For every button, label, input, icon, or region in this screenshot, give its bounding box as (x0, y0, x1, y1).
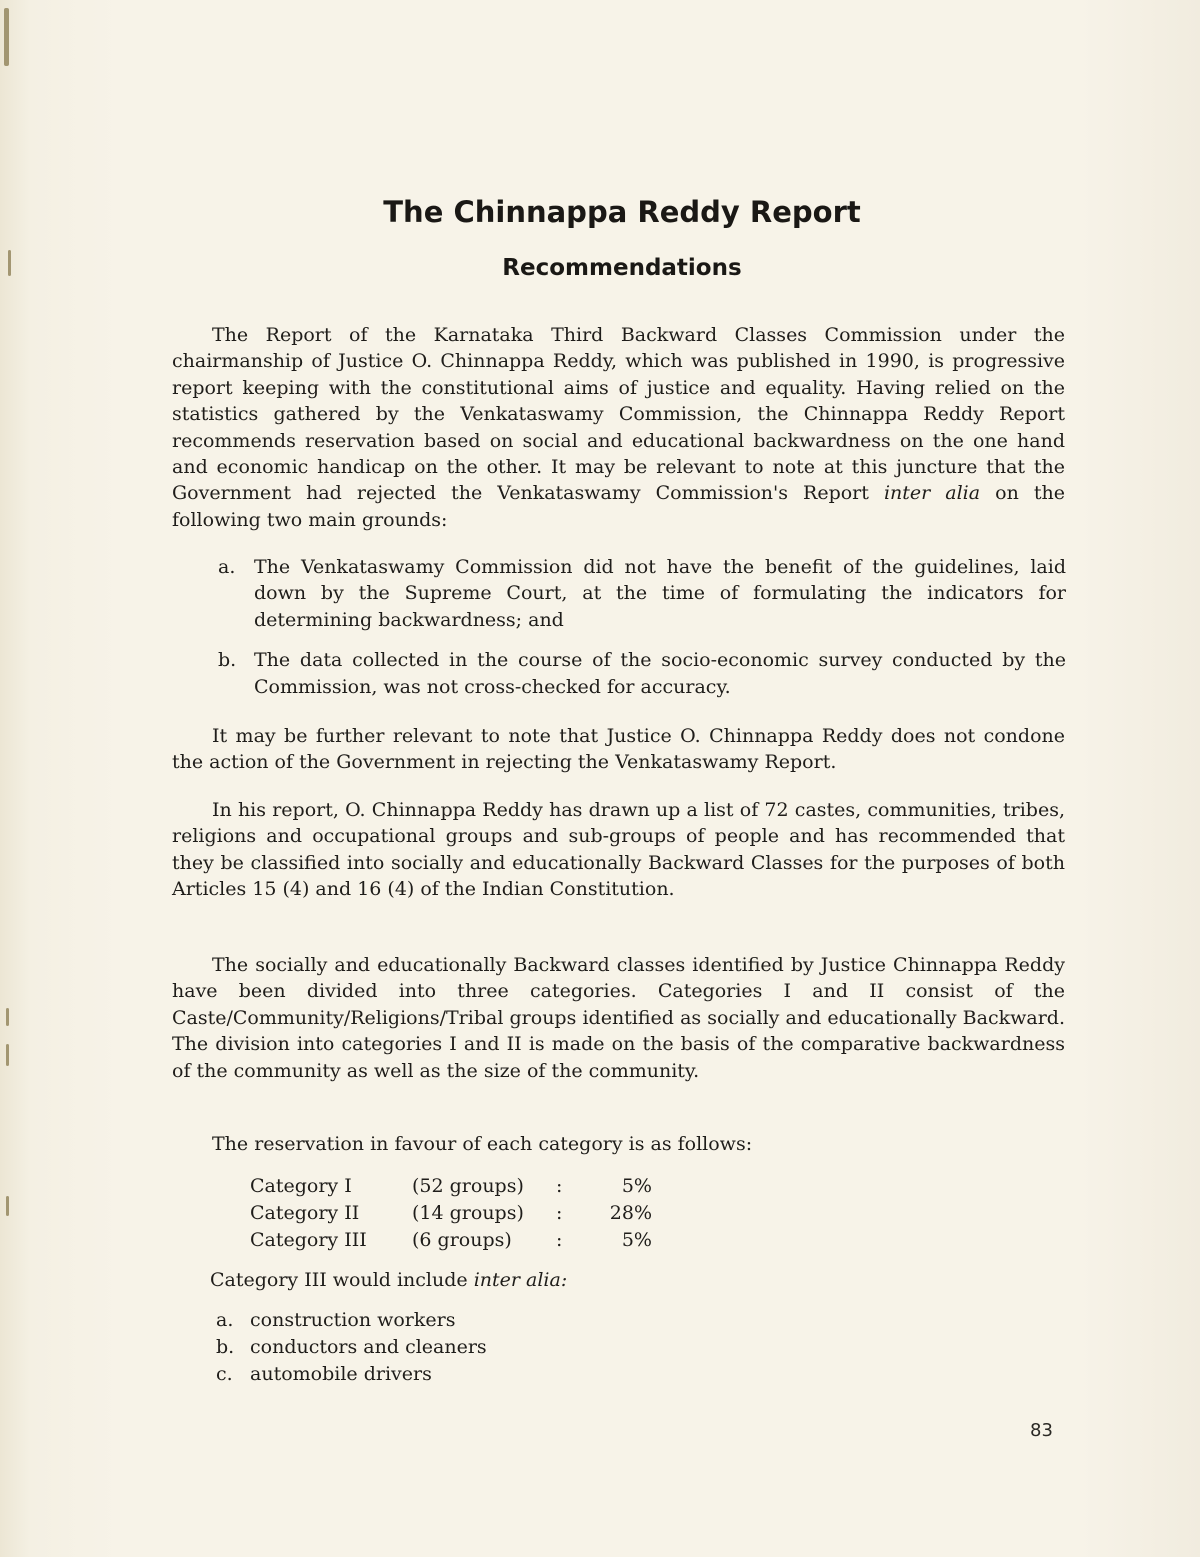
list-item-text: conductors and cleaners (250, 1336, 487, 1358)
intro-text: The Report of the Karnataka Third Backward Classes Commission under the chairmanship of Justice O. Chinnappa Reddy, which was published in 1990, is progressive report keeping with the constitutional aims of justice and equality. Having relied on the statistics gathered by the Venkataswamy Commission, the Chinnappa Reddy Report recommends reservation based on social and educational backwardness on the one hand and economic handicap on the other. It may be relevant to note at this juncture that the Government had rejected the Venkataswamy Commission's Report (172, 324, 1065, 505)
list-item-text: The data collected in the course of the socio-economic survey conducted by the Commission, was not cross-checked for accuracy. (254, 649, 1066, 698)
groups-cell: (6 groups) (412, 1229, 512, 1251)
paragraph-list-castes (172, 797, 1065, 903)
document-title: The Chinnappa Reddy Report (383, 195, 861, 230)
paragraph-reservation (172, 1131, 1065, 1157)
paragraph-category-three (210, 1267, 810, 1293)
table-row (250, 1227, 652, 1254)
category-three-italic: inter alia: (473, 1269, 568, 1291)
percent-cell: 28% (609, 1202, 652, 1224)
categories-text: The socially and educationally Backward classes identified by Justice Chinnappa Reddy have been divided into three categories. Categories I and II consist of the Caste/Community/Religions/Tribal groups identified as socially and educationally Backward. The division into categories I and II is made on the basis of the comparative backwardness of the community as well as the size of the community. (172, 954, 1065, 1082)
list-item-text: construction workers (250, 1309, 456, 1331)
list-marker: b. (218, 649, 237, 672)
reservation-table (250, 1173, 652, 1254)
binding-mark (4, 8, 9, 66)
list-marker: c. (216, 1363, 233, 1385)
intro-end: on the following two main grounds: (172, 482, 1066, 531)
binding-mark (6, 1196, 9, 1216)
list-item (216, 1307, 487, 1334)
reservation-intro: The reservation in favour of each category is as follows: (212, 1133, 753, 1155)
list-item (218, 647, 1066, 700)
percent-cell: 5% (621, 1229, 652, 1251)
groups-cell: (52 groups) (412, 1175, 524, 1197)
category-cell: Category II (250, 1202, 360, 1224)
groups-cell: (14 groups) (412, 1202, 524, 1224)
category-cell: Category III (250, 1229, 367, 1251)
list-marker: a. (218, 556, 236, 578)
list-item (216, 1361, 487, 1388)
castes-text: In his report, O. Chinnappa Reddy has drawn up a list of 72 castes, communities, tribes, religions and occupational groups and sub-groups of people and has recommended that they be classified into socially and educationally Backward Classes for the purposes of both Articles 15 (4) and 16 (4) of the Indian Constitution. (172, 799, 1065, 901)
paragraph-intro (172, 322, 1065, 533)
binding-mark (6, 1008, 9, 1026)
separator-cell: : (556, 1229, 563, 1251)
table-row (250, 1173, 652, 1200)
binding-mark (6, 1044, 9, 1066)
list-item (218, 554, 1066, 633)
category-cell: Category I (250, 1175, 352, 1197)
list-item (216, 1334, 487, 1361)
list-marker: b. (216, 1336, 235, 1358)
category-three-list (216, 1307, 487, 1388)
category-three-text: Category III would include (210, 1269, 468, 1291)
list-item-text: automobile drivers (250, 1363, 432, 1385)
separator-cell: : (556, 1202, 563, 1224)
condone-text: It may be further relevant to note that Justice O. Chinnappa Reddy does not condone the action of the Government in rejecting the Venkataswamy Report. (172, 725, 1065, 774)
list-item-text: The Venkataswamy Commission did not have the benefit of the guidelines, laid down by the Supreme Court, at the time of formulating the indicators for determining backwardness; and (254, 556, 1066, 631)
intro-italic: inter alia (883, 482, 981, 505)
page-number: 83 (1030, 1420, 1053, 1441)
list-marker: a. (216, 1309, 234, 1331)
paragraph-categories (172, 952, 1065, 1084)
separator-cell: : (556, 1175, 563, 1197)
table-row (250, 1200, 652, 1227)
percent-cell: 5% (621, 1175, 652, 1197)
document-subtitle: Recommendations (502, 255, 742, 282)
grounds-list (218, 554, 1066, 700)
paragraph-condone (172, 723, 1065, 776)
